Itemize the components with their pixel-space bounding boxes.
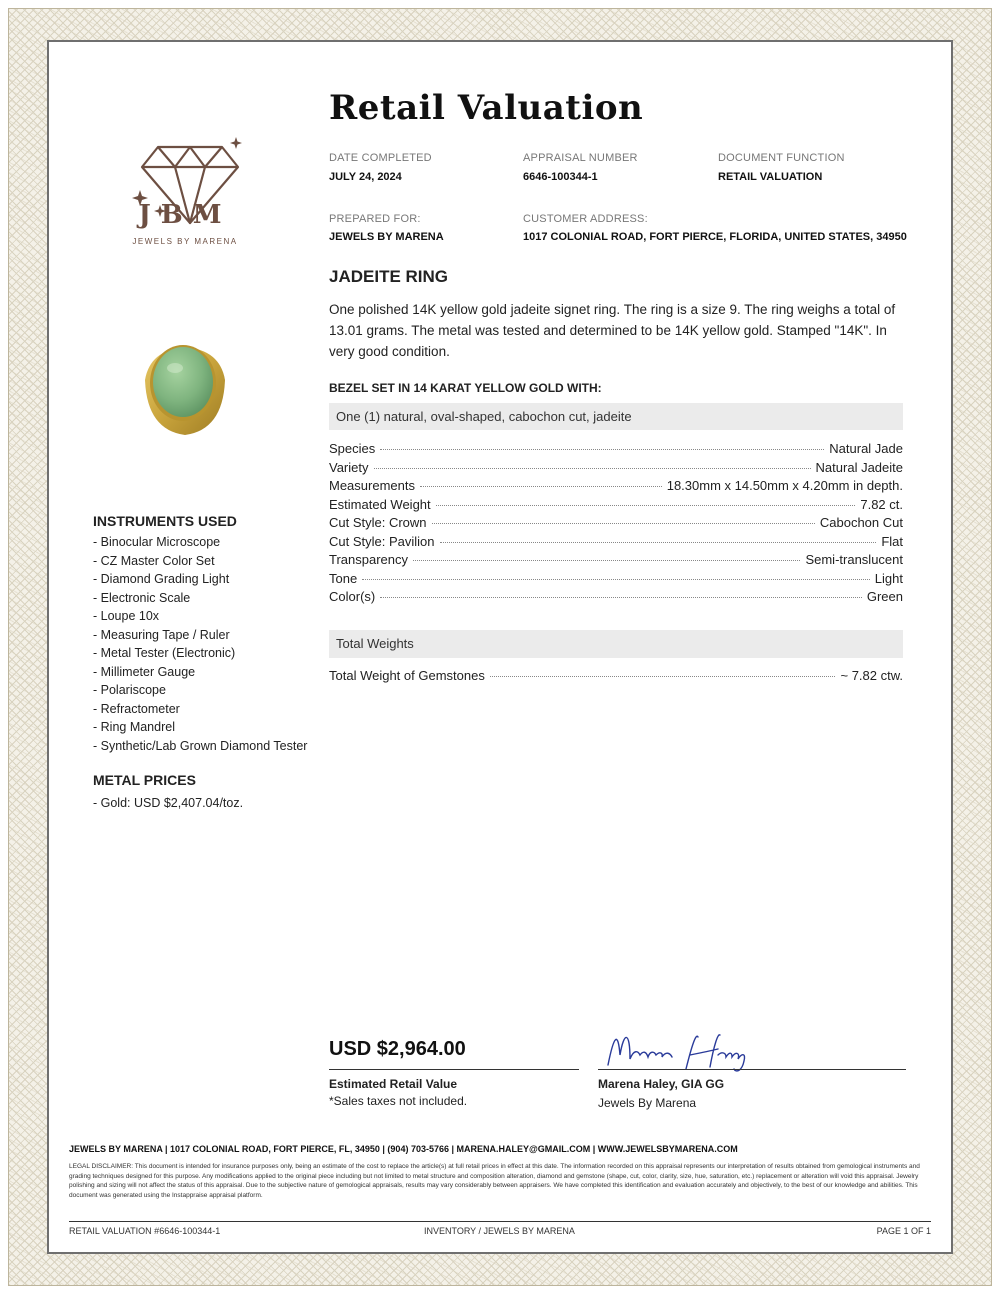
document-title: Retail Valuation (329, 88, 644, 128)
appraiser-name: Marena Haley, GIA GG (598, 1077, 725, 1091)
gem-summary: One (1) natural, oval-shaped, cabochon cut, jadeite (329, 403, 903, 430)
spec-key: Variety (329, 459, 369, 475)
metal-prices-heading: METAL PRICES (93, 772, 196, 788)
prepared-for-value: JEWELS BY MARENA (329, 231, 444, 243)
bezel-heading: BEZEL SET IN 14 KARAT YELLOW GOLD WITH: (329, 381, 602, 395)
spec-key: Species (329, 441, 376, 456)
date-label: DATE COMPLETED (329, 152, 432, 164)
spec-row (329, 441, 903, 460)
total-weight-row (329, 668, 903, 687)
price-divider (329, 1069, 579, 1070)
customer-address-label: CUSTOMER ADDRESS: (523, 213, 648, 225)
list-item: - CZ Master Color Set (93, 553, 215, 568)
customer-address-value: 1017 COLONIAL ROAD, FORT PIERCE, FLORIDA, UNITED STATES, 34950 (523, 231, 907, 243)
list-item: - Refractometer (93, 701, 180, 716)
list-item: - Millimeter Gauge (93, 664, 196, 679)
retail-price: USD $2,964.00 (329, 1038, 466, 1060)
logo-tagline: JEWELS BY MARENA (132, 237, 238, 246)
total-weights-heading: Total Weights (329, 630, 903, 658)
spec-value: Natural Jadeite (815, 459, 903, 475)
spec-key: Color(s) (329, 589, 376, 604)
list-item: - Polariscope (93, 683, 166, 697)
list-item: - Diamond Grading Light (93, 572, 230, 586)
spec-value: Semi-translucent (805, 552, 903, 567)
spec-key: Measurements (329, 478, 415, 493)
spec-value: Cabochon Cut (819, 515, 903, 530)
list-item: - Metal Tester (Electronic) (93, 646, 236, 660)
spec-key: Transparency (329, 552, 408, 567)
spec-value: Flat (881, 533, 903, 549)
spec-value: Green (866, 589, 903, 604)
item-heading: JADEITE RING (329, 267, 449, 286)
spec-value: Natural Jade (829, 441, 903, 456)
item-description: One polished 14K yellow gold jadeite signet ring. The ring is a size 9. The ring weighs a total of 13.01 grams. The metal was tested and determined to be 14K yellow gold. Stamped "14K". In very good condition. (329, 302, 896, 359)
prepared-for-label: PREPARED FOR: (329, 213, 421, 225)
appraisal-number-value: 6646-100344-1 (523, 171, 598, 183)
document-function-label: DOCUMENT FUNCTION (718, 152, 845, 164)
spec-row (329, 552, 903, 571)
footer-document-id: RETAIL VALUATION #6646-100344-1 (69, 1226, 221, 1236)
spec-value: Light (874, 570, 903, 586)
list-item: - Ring Mandrel (93, 720, 175, 734)
tax-note: *Sales taxes not included. (329, 1094, 468, 1108)
list-item: - Electronic Scale (93, 590, 191, 605)
signature-line (598, 1069, 906, 1070)
spec-row (329, 478, 903, 497)
appraisal-number-label: APPRAISAL NUMBER (523, 152, 638, 164)
appraiser-company: Jewels By Marena (598, 1096, 697, 1110)
spec-key: Cut Style: Pavilion (329, 533, 435, 549)
spec-key: Tone (329, 570, 358, 586)
jadeite-ring-photo (135, 335, 235, 445)
handwritten-signature (600, 1025, 760, 1075)
metal-prices-list (93, 794, 243, 813)
list-item: - Binocular Microscope (93, 535, 221, 549)
logo-wordmark: JBM (138, 200, 232, 230)
total-weight-label: Total Weight of Gemstones (329, 668, 485, 683)
list-item: - Synthetic/Lab Grown Diamond Tester (93, 738, 308, 753)
spec-key: Estimated Weight (329, 496, 431, 512)
spec-row (329, 571, 903, 590)
legal-disclaimer: LEGAL DISCLAIMER: This document is intended for insurance purposes only, being an estimate of the cost to replace the article(s) at full retail prices in effect at this date. The information recorded on this appraisal represents our interpretation of results obtained from gemological instruments and grading techniques designed for this purpose. Any modifications applied to the original piece including but not limited to metal structure and composition alteration, diamond and gemstone (shape, cut, color, clarity, size, hue, saturation, etc.) replacement or alteration will void this appraisal. Jewelry polishing and sizing will not affect the status of this appraisal. Due to the subjective nature of gemological appraisals, results may vary considerably between appraisers. We have completed this identification and evaluation accurately and objectively, to the best of our knowledge and abilities. This document was generated using the Instappraise appraisal platform. (69, 1163, 920, 1199)
document-function-value: RETAIL VALUATION (718, 171, 823, 183)
spec-row (329, 460, 903, 479)
estimated-value-label: Estimated Retail Value (329, 1077, 458, 1091)
instruments-list (93, 533, 307, 755)
footer-divider (69, 1221, 931, 1222)
footer-contact: JEWELS BY MARENA | 1017 COLONIAL ROAD, FORT PIERCE, FL, 34950 | (904) 703-5766 | MARENA.HALEY@GMAIL.COM | WWW.JEWELSBYMARENA.COM (69, 1144, 738, 1154)
spec-row (329, 515, 903, 534)
list-item: - Gold: USD $2,407.04/toz. (93, 796, 244, 810)
date-value: JULY 24, 2024 (329, 171, 402, 183)
instruments-heading: INSTRUMENTS USED (93, 513, 237, 529)
spec-row (329, 589, 903, 608)
spec-value: 7.82 ct. (860, 496, 903, 512)
spec-value: 18.30mm x 14.50mm x 4.20mm in depth. (666, 478, 903, 493)
spec-list (329, 441, 903, 608)
spec-row (329, 497, 903, 516)
footer-page-number: PAGE 1 OF 1 (876, 1226, 931, 1236)
total-weight-value: ~ 7.82 ctw. (840, 668, 903, 683)
spec-key: Cut Style: Crown (329, 515, 427, 530)
list-item: - Loupe 10x (93, 609, 160, 623)
footer-inventory: INVENTORY / JEWELS BY MARENA (424, 1226, 575, 1236)
list-item: - Measuring Tape / Ruler (93, 627, 230, 642)
spec-row (329, 534, 903, 553)
